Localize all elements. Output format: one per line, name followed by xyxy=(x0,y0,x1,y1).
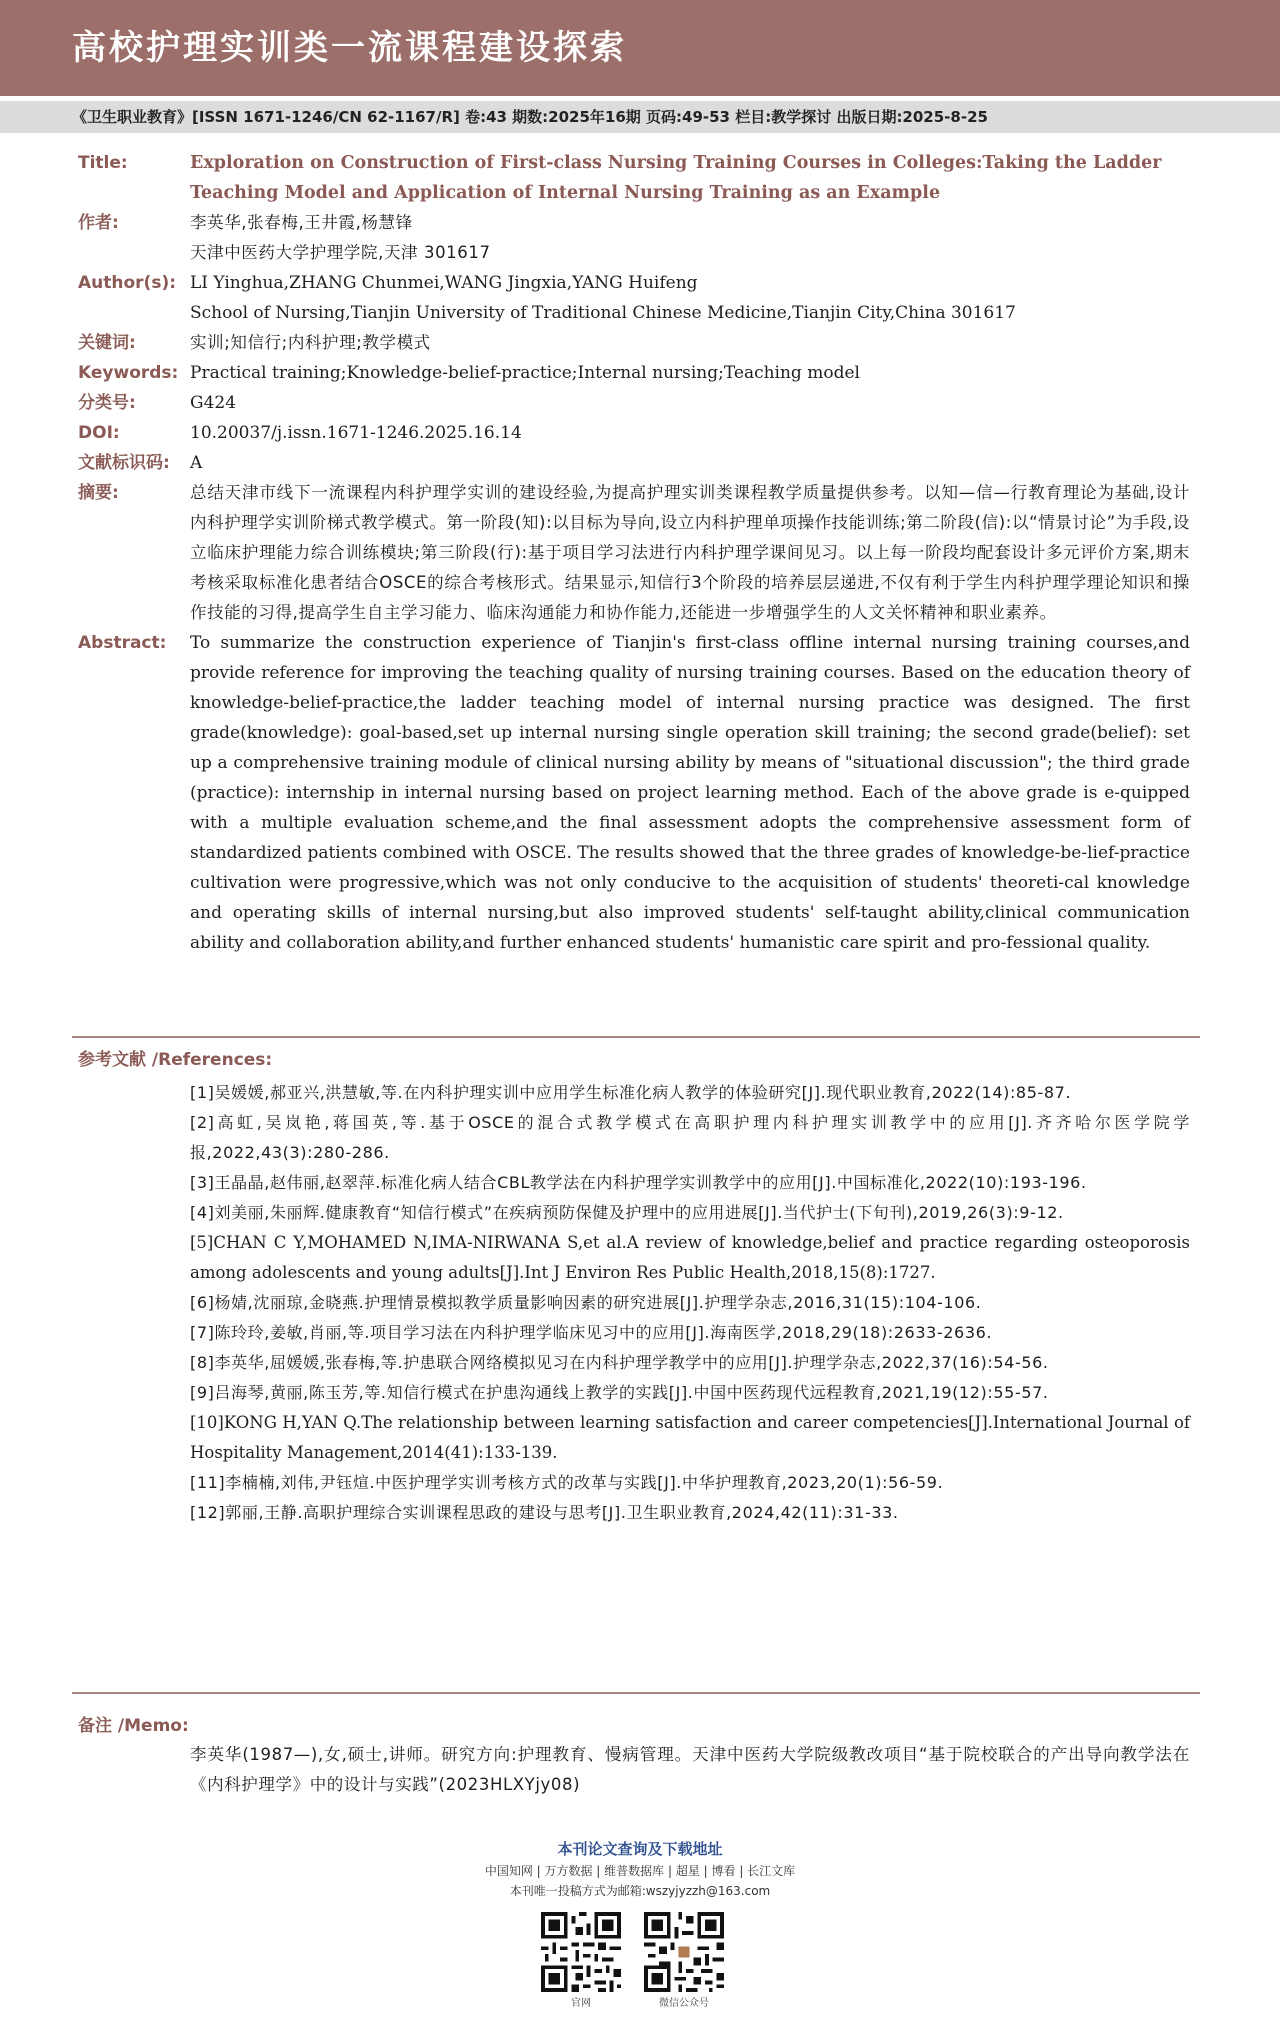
abstract-en-label: Abstract: xyxy=(78,633,167,653)
qr-code-icon xyxy=(541,1912,621,1992)
reference-item: [7]陈玲玲,姜敏,肖丽,等.项目学习法在内科护理学临床见习中的应用[J].海南医学,2018,29(18):2633-2636. xyxy=(190,1323,993,1342)
authors-en: LI Yinghua,ZHANG Chunmei,WANG Jingxia,YANG Huifeng xyxy=(190,273,698,293)
authors-en-row xyxy=(78,268,1200,328)
doc-code-label: 文献标识码: xyxy=(78,453,170,473)
doi-label: DOI: xyxy=(78,423,120,443)
classification-row xyxy=(78,388,1200,418)
reference-item: [6]杨婧,沈丽琼,金晓燕.护理情景模拟教学质量影响因素的研究进展[J].护理学杂志,2016,31(15):104-106. xyxy=(190,1293,982,1312)
doi-row xyxy=(78,418,1200,448)
header-banner xyxy=(0,0,1280,96)
authors-en-label: Author(s): xyxy=(78,273,177,293)
footer-title: 本刊论文查询及下载地址 xyxy=(557,1840,723,1858)
doi-value: 10.20037/j.issn.1671-1246.2025.16.14 xyxy=(190,423,522,443)
memo-text: 李英华(1987—),女,硕士,讲师。研究方向:护理教育、慢病管理。天津中医药大学院级教改项目“基于院校联合的产出导向教学法在《内科护理学》中的设计与实践”(2023HLXYjy08) xyxy=(190,1745,1190,1794)
affiliation-en: School of Nursing,Tianjin University of Traditional Chinese Medicine,Tianjin City,China 301617 xyxy=(190,303,1016,323)
keywords-zh-row xyxy=(78,328,1200,358)
reference-item: [5]CHAN C Y,MOHAMED N,IMA-NIRWANA S,et al.A review of knowledge,belief and practice regarding osteoporosis among adolescents and young adults[J].Int J Environ Res Public Health,2018,15(8):1727. xyxy=(190,1233,1190,1282)
abstract-zh: 总结天津市线下一流课程内科护理学实训的建设经验,为提高护理实训类课程教学质量提供参考。以知—信—行教育理论为基础,设计内科护理学实训阶梯式教学模式。第一阶段(知):以目标为导向,设立内科护理单项操作技能训练;第二阶段(信):以“情景讨论”为手段,设立临床护理能力综合训练模块;第三阶段(行):基于项目学习法进行内科护理学课间见习。以上每一阶段均配套设计多元评价方案,期末考核采取标准化患者结合OSCE的综合考核形式。结果显示,知信行3个阶段的培养层层递进,不仅有利于学生内科护理学理论知识和操作技能的习得,提高学生自主学习能力、临床沟通能力和协作能力,还能进一步增强学生的人文关怀精神和职业素养。 xyxy=(190,483,1191,622)
keywords-zh: 实训;知信行;内科护理;教学模式 xyxy=(190,333,431,352)
reference-item: [1]吴媛媛,郝亚兴,洪慧敏,等.在内科护理实训中应用学生标准化病人教学的体验研究[J].现代职业教育,2022(14):85-87. xyxy=(190,1083,1072,1102)
authors-zh: 李英华,张春梅,王井霞,杨慧锋 xyxy=(190,213,413,232)
authors-zh-row xyxy=(78,208,1200,268)
abstract-zh-label: 摘要: xyxy=(78,483,119,503)
footer xyxy=(0,1838,1280,1900)
divider-references xyxy=(72,1036,1200,1038)
authors-zh-block xyxy=(190,208,1190,268)
memo-label: 备注 /Memo: xyxy=(78,1716,189,1736)
keywords-en-label: Keywords: xyxy=(78,363,179,383)
abstract-en-row xyxy=(78,628,1200,958)
reference-item: [8]李英华,屈媛媛,张春梅,等.护患联合网络模拟见习在内科护理学教学中的应用[J].护理学杂志,2022,37(16):54-56. xyxy=(190,1353,1049,1372)
keywords-en-row xyxy=(78,358,1200,388)
reference-item: [9]吕海琴,黄丽,陈玉芳,等.知信行模式在护患沟通线上教学的实践[J].中国中医药现代远程教育,2021,19(12):55-57. xyxy=(190,1383,1049,1402)
article-metadata xyxy=(78,148,1200,958)
doc-code-row xyxy=(78,448,1200,478)
reference-item: [11]李楠楠,刘伟,尹钰煊.中医护理学实训考核方式的改革与实践[J].中华护理教育,2023,20(1):56-59. xyxy=(190,1473,944,1492)
reference-item: [3]王晶晶,赵伟丽,赵翠萍.标准化病人结合CBL教学法在内科护理学实训教学中的应用[J].中国标准化,2022(10):193-196. xyxy=(190,1173,1087,1192)
qr-official-site[interactable] xyxy=(541,1912,621,2012)
reference-item: [2]高虹,吴岚艳,蒋国英,等.基于OSCE的混合式教学模式在高职护理内科护理实训教学中的应用[J].齐齐哈尔医学院学报,2022,43(3):280-286. xyxy=(190,1113,1190,1162)
footer-databases: 中国知网 | 万方数据 | 维普数据库 | 超星 | 博看 | 长江文库 xyxy=(484,1864,796,1878)
qr-official-label: 官网 xyxy=(571,1998,591,2009)
page-title: 高校护理实训类一流课程建设探索 xyxy=(72,28,627,68)
title-label: Title: xyxy=(78,153,128,173)
memo-text-block xyxy=(190,1740,1190,1800)
keywords-en: Practical training;Knowledge-belief-practice;Internal nursing;Teaching model xyxy=(190,363,860,383)
publication-info-bar xyxy=(0,101,1280,133)
footer-email: 本刊唯一投稿方式为邮箱:wszyjyzzh@163.com xyxy=(509,1884,771,1898)
title-row xyxy=(78,148,1200,208)
abstract-en: To summarize the construction experience of Tianjin's first-class offline internal nursing training courses,and provide reference for improving the teaching quality of nursing training courses. Based on the education theory of knowledge-belief-practice,the ladder teaching model of internal nursing practice was designed. The first grade(knowledge): goal-based,set up internal nursing single operation skill training; the second grade(belief): set up a comprehensive training module of clinical nursing ability by means of "situational discussion"; the third grade (practice): internship in internal nursing based on project learning method. Each of the above grade is e-quipped with a multiple evaluation scheme,and the final assessment adopts the comprehensive assessment form of standardized patients combined with OSCE. The results showed that the three grades of knowledge-be-lief-practice cultivation were progressive,which was not only conducive to the acquisition of students' theoreti-cal knowledge and operating skills of internal nursing,but also improved students' self-taught ability,clinical communication ability and collaboration ability,and further enhanced students' humanistic care spirit and pro-fessional quality. xyxy=(190,633,1190,953)
qr-wechat-label: 微信公众号 xyxy=(659,1998,709,2009)
publication-info: 《卫生职业教育》[ISSN 1671-1246/CN 62-1167/R] 卷:43 期数:2025年16期 页码:49-53 栏目:教学探讨 出版日期:2025-8-25 xyxy=(72,108,988,126)
classification-value: G424 xyxy=(190,393,237,413)
doc-code-value: A xyxy=(190,453,203,473)
references-label: 参考文献 /References: xyxy=(78,1050,273,1070)
qr-wechat[interactable] xyxy=(644,1912,724,2012)
affiliation-zh: 天津中医药大学护理学院,天津 301617 xyxy=(190,243,491,262)
reference-item: [12]郭丽,王静.高职护理综合实训课程思政的建设与思考[J].卫生职业教育,2024,42(11):31-33. xyxy=(190,1503,899,1522)
article-title-en: Exploration on Construction of First-class Nursing Training Courses in Colleges:Taking the Ladder Teaching Model and Application of Internal Nursing Training as an Example xyxy=(190,153,1162,203)
references-list xyxy=(190,1078,1190,1528)
keywords-zh-label: 关键词: xyxy=(78,333,136,353)
authors-en-block xyxy=(190,268,1190,328)
reference-item: [4]刘美丽,朱丽辉.健康教育“知信行模式”在疾病预防保健及护理中的应用进展[J].当代护士(下旬刊),2019,26(3):9-12. xyxy=(190,1203,1064,1222)
classification-label: 分类号: xyxy=(78,393,136,413)
authors-zh-label: 作者: xyxy=(78,213,119,233)
abstract-zh-row xyxy=(78,478,1200,628)
reference-item: [10]KONG H,YAN Q.The relationship between learning satisfaction and career competencies[J].International Journal of Hospitality Management,2014(41):133-139. xyxy=(190,1413,1190,1462)
qr-code-icon xyxy=(644,1912,724,1992)
divider-memo xyxy=(72,1692,1200,1694)
